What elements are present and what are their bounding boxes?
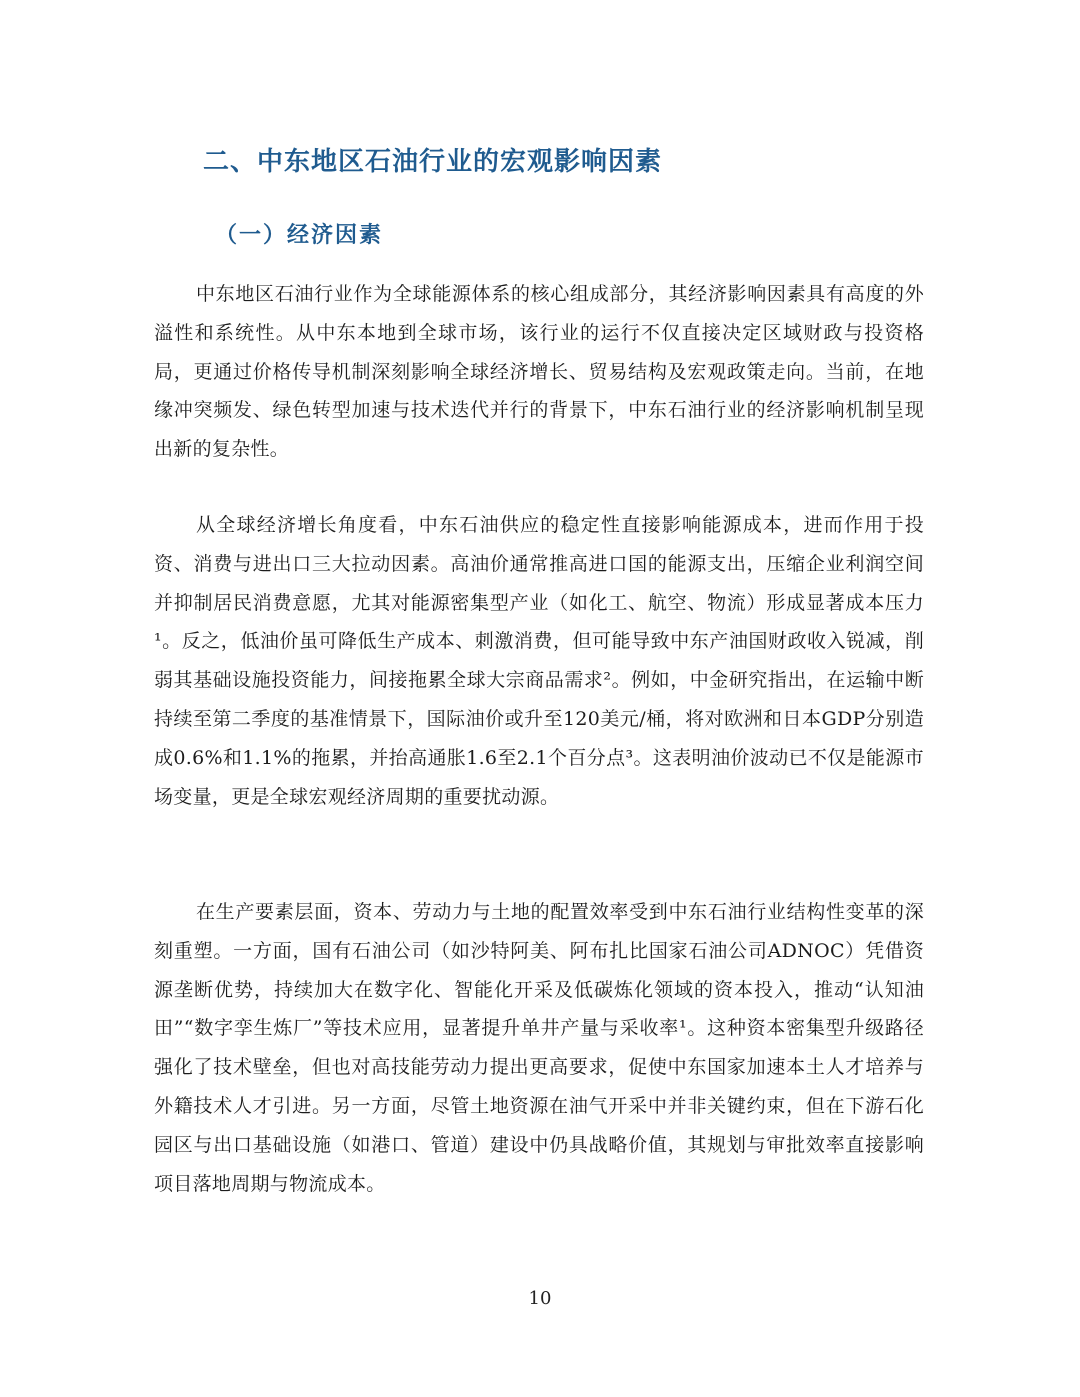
subsection-title: （一）经济因素 xyxy=(215,223,384,248)
section-title: 二、中东地区石油行业的宏观影响因素 xyxy=(203,147,663,177)
paragraph-global-growth: 从全球经济增长角度看，中东石油供应的稳定性直接影响能源成本，进而作用于投资、消费与进出口三大拉动因素。高油价通常推高进口国的能源支出，压缩企业利润空间并抑制居民消费意愿，尤其对能源密集型产业（如化工、航空、物流）形成显著成本压力¹。反之，低油价虽可降低生产成本、刺激消费，但可能导致中东产油国财政收入锐减，削弱其基础设施投资能力，间接拖累全球大宗商品需求²。例如，中金研究指出，在运输中断持续至第二季度的基准情景下，国际油价或升至120美元/桶，将对欧洲和日本GDP分别造成0.6%和1.1%的拖累，并抬高通胀1.6至2.1个百分点³。这表明油价波动已不仅是能源市场变量，更是全球宏观经济周期的重要扰动源。 xyxy=(154,514,924,808)
paragraph-production-factors: 在生产要素层面，资本、劳动力与土地的配置效率受到中东石油行业结构性变革的深刻重塑。一方面，国有石油公司（如沙特阿美、阿布扎比国家石油公司ADNOC）凭借资源垄断优势，持续加大在数字化、智能化开采及低碳炼化领域的资本投入，推动“认知油田”“数字孪生炼厂”等技术应用，显著提升单井产量与采收率¹。这种资本密集型升级路径强化了技术壁垒，但也对高技能劳动力提出更高要求，促使中东国家加速本土人才培养与外籍技术人才引进。另一方面，尽管土地资源在油气开采中并非关键约束，但在下游石化园区与出口基础设施（如港口、管道）建设中仍具战略价值，其规划与审批效率直接影响项目落地周期与物流成本。 xyxy=(154,901,924,1195)
paragraph-economic-overview: 中东地区石油行业作为全球能源体系的核心组成部分，其经济影响因素具有高度的外溢性和系统性。从中东本地到全球市场，该行业的运行不仅直接决定区域财政与投资格局，更通过价格传导机制深刻影响全球经济增长、贸易结构及宏观政策走向。当前，在地缘冲突频发、绿色转型加速与技术迭代并行的背景下，中东石油行业的经济影响机制呈现出新的复杂性。 xyxy=(154,283,924,461)
page-number: 10 xyxy=(528,1288,552,1309)
